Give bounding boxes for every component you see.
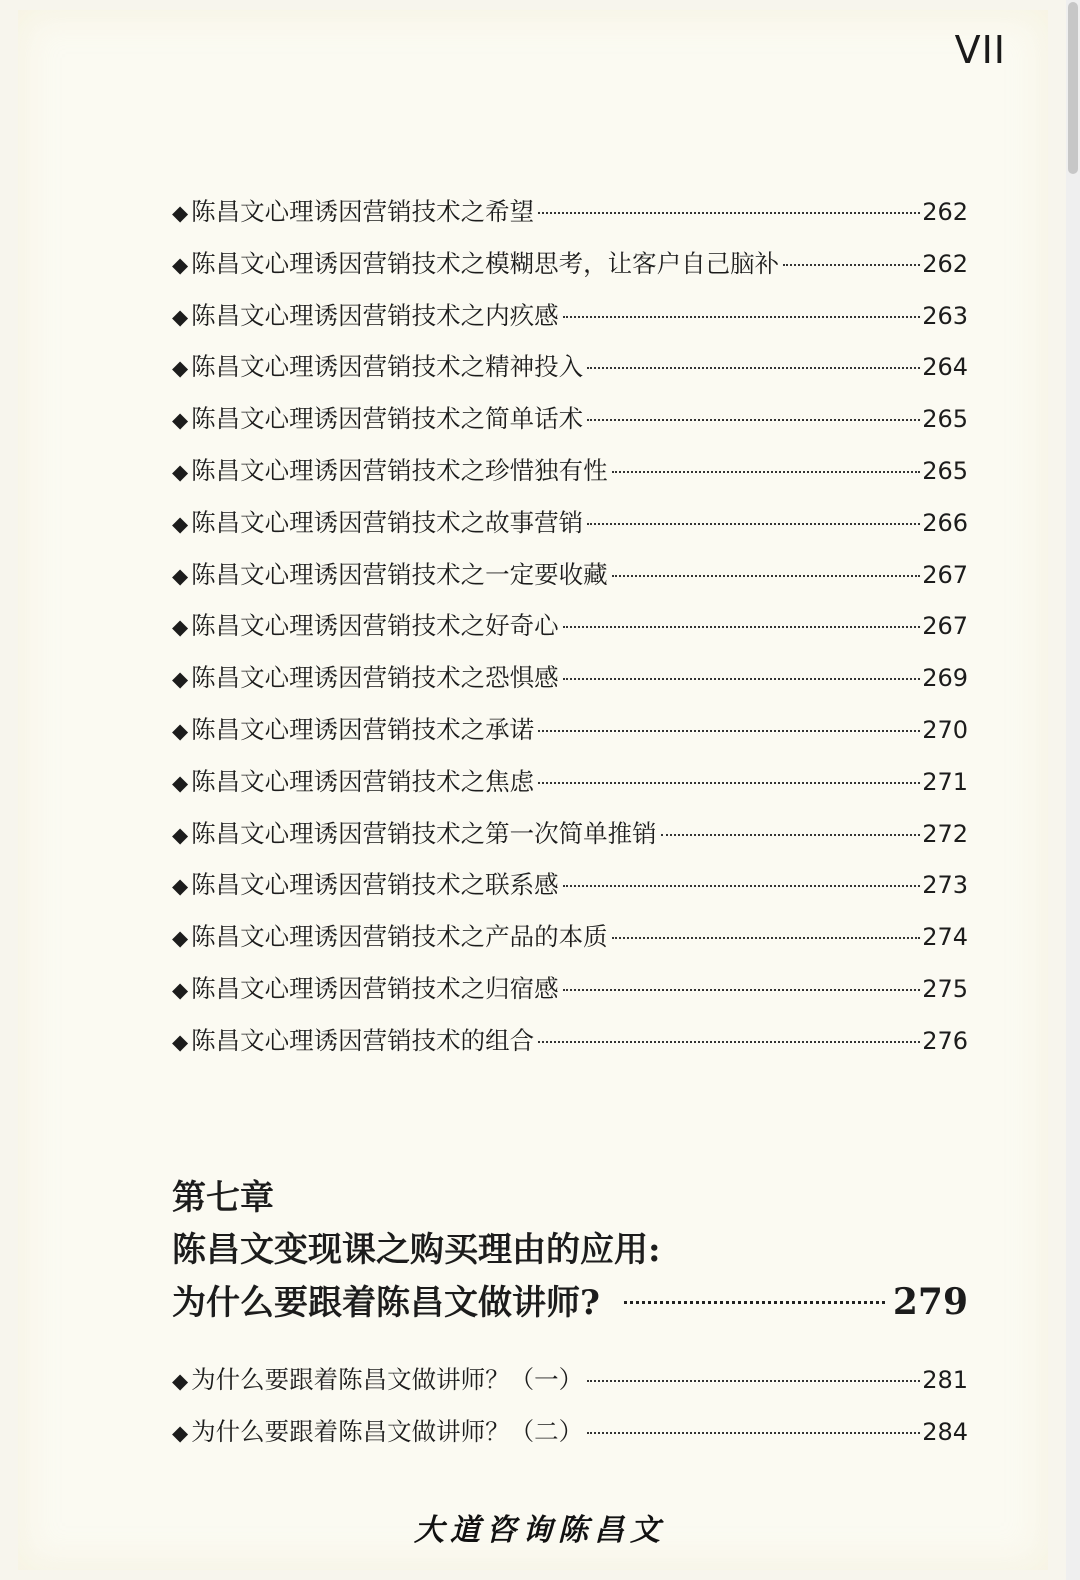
toc-entry[interactable]	[172, 503, 968, 555]
toc-entry-title: 陈昌文心理诱因营销技术之产品的本质	[191, 922, 608, 952]
diamond-bullet-icon: ◆	[172, 1029, 189, 1054]
chapter-entries	[172, 1360, 968, 1464]
toc-entry-title: 陈昌文心理诱因营销技术之焦虑	[191, 766, 535, 796]
dot-leader	[661, 834, 921, 836]
toc-entry[interactable]	[172, 606, 968, 658]
toc-entry-title: 陈昌文心理诱因营销技术之希望	[191, 197, 535, 226]
diamond-bullet-icon: ◆	[172, 822, 189, 847]
dot-leader	[563, 626, 921, 628]
toc-entry[interactable]	[172, 192, 968, 244]
chapter-label: 第七章	[172, 1178, 274, 1218]
toc-entry-title: 陈昌文心理诱因营销技术之一定要收藏	[191, 559, 608, 589]
dot-leader	[563, 989, 921, 991]
diamond-bullet-icon: ◆	[172, 615, 189, 640]
diamond-bullet-icon: ◆	[172, 304, 189, 329]
toc-entry-title: 陈昌文心理诱因营销技术之联系感	[191, 870, 559, 900]
toc-entry[interactable]	[172, 555, 968, 607]
toc-entry-title: 陈昌文心理诱因营销技术之内疚感	[191, 300, 559, 330]
dot-leader	[538, 782, 920, 784]
toc-entry-page: 265	[922, 405, 968, 434]
toc-entry-title: 陈昌文心理诱因营销技术之简单话术	[191, 404, 584, 434]
footer-signature: 大道咨询陈昌文	[414, 1513, 666, 1548]
dot-leader	[563, 885, 921, 887]
chapter-page: 279	[892, 1281, 968, 1323]
toc-entry-title: 陈昌文心理诱因营销技术的组合	[191, 1025, 535, 1055]
toc-entry-page: 263	[922, 301, 968, 330]
toc-entry-title: 陈昌文心理诱因营销技术之第一次简单推销	[191, 818, 657, 848]
toc-entry-page: 271	[922, 767, 968, 796]
toc-entry-page: 267	[922, 612, 968, 641]
dot-leader	[612, 575, 921, 577]
dot-leader	[563, 316, 921, 318]
toc-entry-title: 陈昌文心理诱因营销技术之珍惜独有性	[191, 455, 608, 485]
dot-leader	[587, 523, 920, 525]
diamond-bullet-icon: ◆	[172, 356, 189, 381]
toc-entry-title: 陈昌文心理诱因营销技术之恐惧感	[191, 663, 559, 693]
toc-entry-page: 284	[922, 1417, 968, 1446]
toc-entry-title: 陈昌文心理诱因营销技术之精神投入	[191, 352, 584, 382]
toc-entry[interactable]	[172, 1412, 968, 1464]
chapter-heading[interactable]	[172, 1172, 968, 1329]
toc-entry-page: 266	[922, 508, 968, 537]
toc-entry-title: 陈昌文心理诱因营销技术之承诺	[191, 714, 535, 744]
toc-entry[interactable]	[172, 762, 968, 814]
page-number: VII	[954, 28, 1006, 72]
dot-leader	[538, 1041, 920, 1043]
toc-entry[interactable]	[172, 296, 968, 348]
dot-leader	[587, 367, 920, 369]
dot-leader	[538, 212, 920, 214]
toc-entry-title: 陈昌文心理诱因营销技术之模糊思考，让客户自己脑补	[191, 248, 780, 278]
diamond-bullet-icon: ◆	[172, 874, 189, 899]
toc-entry[interactable]	[172, 969, 968, 1021]
toc-entry-page: 267	[922, 560, 968, 589]
dot-leader	[563, 678, 921, 680]
diamond-bullet-icon: ◆	[172, 1369, 189, 1393]
toc-entry[interactable]	[172, 399, 968, 451]
toc-entry-page: 272	[922, 819, 968, 848]
toc-entry[interactable]	[172, 917, 968, 969]
scrollbar-thumb[interactable]	[1068, 2, 1078, 174]
dot-leader	[538, 730, 920, 732]
toc-entry[interactable]	[172, 658, 968, 710]
toc-entry-page: 275	[922, 974, 968, 1003]
toc-entry-title: 为什么要跟着陈昌文做讲师？（二）	[191, 1416, 584, 1446]
toc-entry[interactable]	[172, 347, 968, 399]
diamond-bullet-icon: ◆	[172, 201, 189, 225]
toc-entry[interactable]	[172, 1360, 968, 1412]
dot-leader	[612, 937, 921, 939]
toc-entry-page: 262	[922, 198, 968, 226]
dot-leader	[587, 419, 920, 421]
diamond-bullet-icon: ◆	[172, 718, 189, 743]
chapter-title-line2: 为什么要跟着陈昌文做讲师?	[172, 1283, 600, 1323]
diamond-bullet-icon: ◆	[172, 408, 189, 433]
diamond-bullet-icon: ◆	[172, 1420, 189, 1445]
toc-entry-page: 274	[922, 923, 968, 952]
diamond-bullet-icon: ◆	[172, 252, 189, 277]
diamond-bullet-icon: ◆	[172, 977, 189, 1002]
diamond-bullet-icon: ◆	[172, 511, 189, 536]
toc-entry-title: 为什么要跟着陈昌文做讲师？（一）	[191, 1365, 584, 1394]
toc-entry[interactable]	[172, 1021, 968, 1073]
dot-leader	[783, 264, 920, 266]
diamond-bullet-icon: ◆	[172, 770, 189, 795]
toc-list	[172, 192, 968, 1073]
toc-entry-page: 264	[922, 353, 968, 382]
toc-entry[interactable]	[172, 710, 968, 762]
chapter-title-row	[172, 1276, 968, 1329]
diamond-bullet-icon: ◆	[172, 926, 189, 951]
toc-entry[interactable]	[172, 451, 968, 503]
toc-entry-page: 269	[922, 664, 968, 693]
chapter-title-line1: 陈昌文变现课之购买理由的应用:	[172, 1230, 661, 1270]
toc-entry-page: 276	[922, 1026, 968, 1055]
toc-entry[interactable]	[172, 865, 968, 917]
diamond-bullet-icon: ◆	[172, 667, 189, 692]
toc-entry-title: 陈昌文心理诱因营销技术之故事营销	[191, 507, 584, 537]
toc-entry-page: 262	[922, 249, 968, 278]
toc-entry-page: 281	[922, 1366, 968, 1394]
toc-entry-page: 270	[922, 715, 968, 744]
toc-entry[interactable]	[172, 244, 968, 296]
dot-leader	[624, 1301, 885, 1304]
diamond-bullet-icon: ◆	[172, 459, 189, 484]
toc-entry-title: 陈昌文心理诱因营销技术之归宿感	[191, 973, 559, 1003]
dot-leader	[587, 1432, 920, 1434]
dot-leader	[587, 1380, 920, 1382]
toc-entry-page: 273	[922, 871, 968, 900]
diamond-bullet-icon: ◆	[172, 563, 189, 588]
dot-leader	[612, 471, 921, 473]
scrollbar[interactable]	[1066, 0, 1080, 1580]
toc-entry-title: 陈昌文心理诱因营销技术之好奇心	[191, 611, 559, 641]
toc-entry-page: 265	[922, 456, 968, 485]
toc-entry[interactable]	[172, 814, 968, 866]
